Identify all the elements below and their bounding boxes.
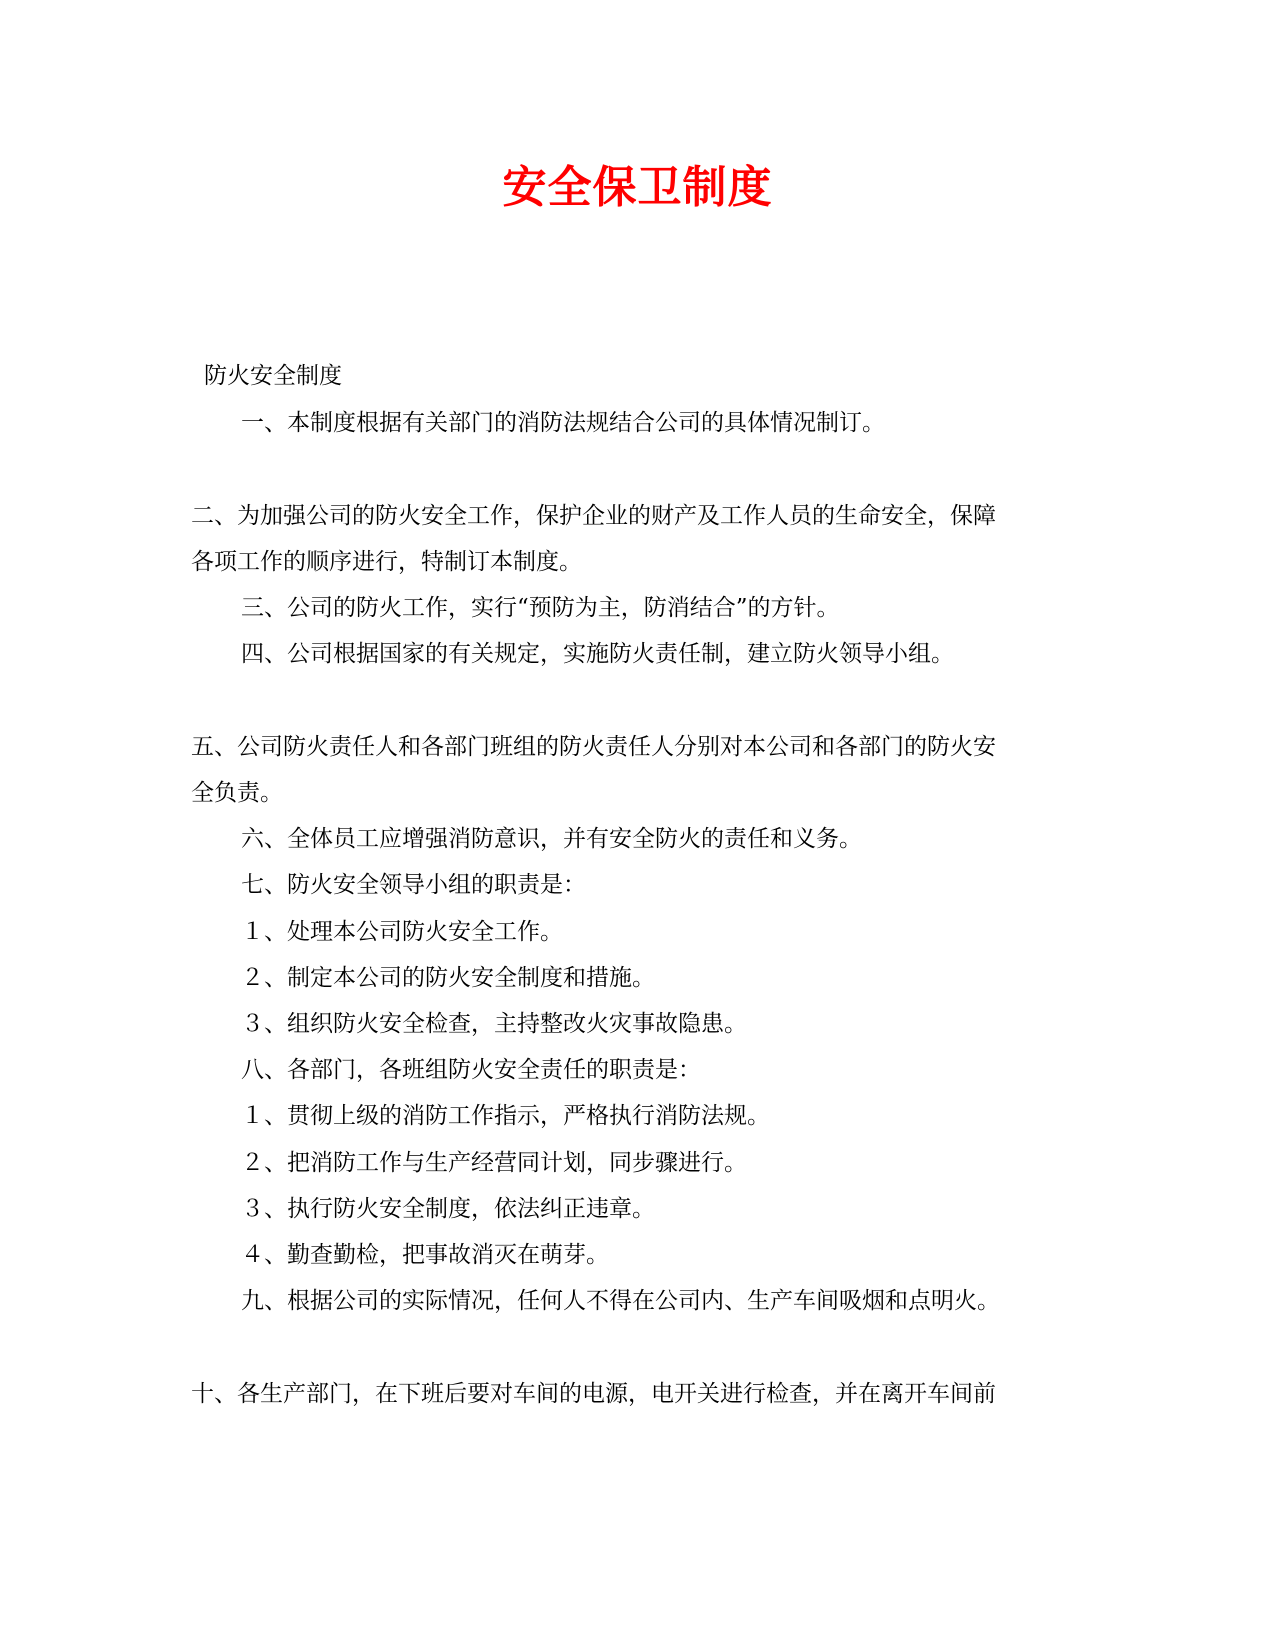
paragraph-line: 四、公司根据国家的有关规定，实施防火责任制，建立防火领导小组。 [241,641,954,667]
list-item: １、贯彻上级的消防工作指示，严格执行消防法规。 [241,1103,770,1129]
list-item: ４、勤查勤检，把事故消灭在萌芽。 [241,1242,609,1268]
paragraph-line: 三、公司的防火工作，实行“预防为主，防消结合”的方针。 [241,595,840,621]
page-title: 安全保卫制度 [502,162,773,213]
paragraph-line: 五、公司防火责任人和各部门班组的防火责任人分别对本公司和各部门的防火安 [191,734,996,760]
paragraph-line: 八、各部门，各班组防火安全责任的职责是： [241,1057,701,1083]
list-item: ２、把消防工作与生产经营同计划，同步骤进行。 [241,1150,747,1176]
paragraph-line: 十、各生产部门，在下班后要对车间的电源，电开关进行检查，并在离开车间前 [191,1381,996,1407]
paragraph-line: 七、防火安全领导小组的职责是： [241,872,586,898]
list-item: ２、制定本公司的防火安全制度和措施。 [241,965,655,991]
list-item: ３、执行防火安全制度，依法纠正违章。 [241,1196,655,1222]
list-item: ３、组织防火安全检查，主持整改火灾事故隐患。 [241,1011,747,1037]
paragraph-line: 一、本制度根据有关部门的消防法规结合公司的具体情况制订。 [241,410,885,436]
paragraph-line: 九、根据公司的实际情况，任何人不得在公司内、生产车间吸烟和点明火。 [241,1288,1000,1314]
paragraph-line: 各项工作的顺序进行，特制订本制度。 [191,549,582,575]
paragraph-line: 六、全体员工应增强消防意识，并有安全防火的责任和义务。 [241,826,862,852]
paragraph-line: 二、为加强公司的防火安全工作，保护企业的财产及工作人员的生命安全，保障 [191,503,996,529]
paragraph-line: 全负责。 [191,780,283,806]
section-heading: 防火安全制度 [204,363,342,389]
list-item: １、处理本公司防火安全工作。 [241,919,563,945]
